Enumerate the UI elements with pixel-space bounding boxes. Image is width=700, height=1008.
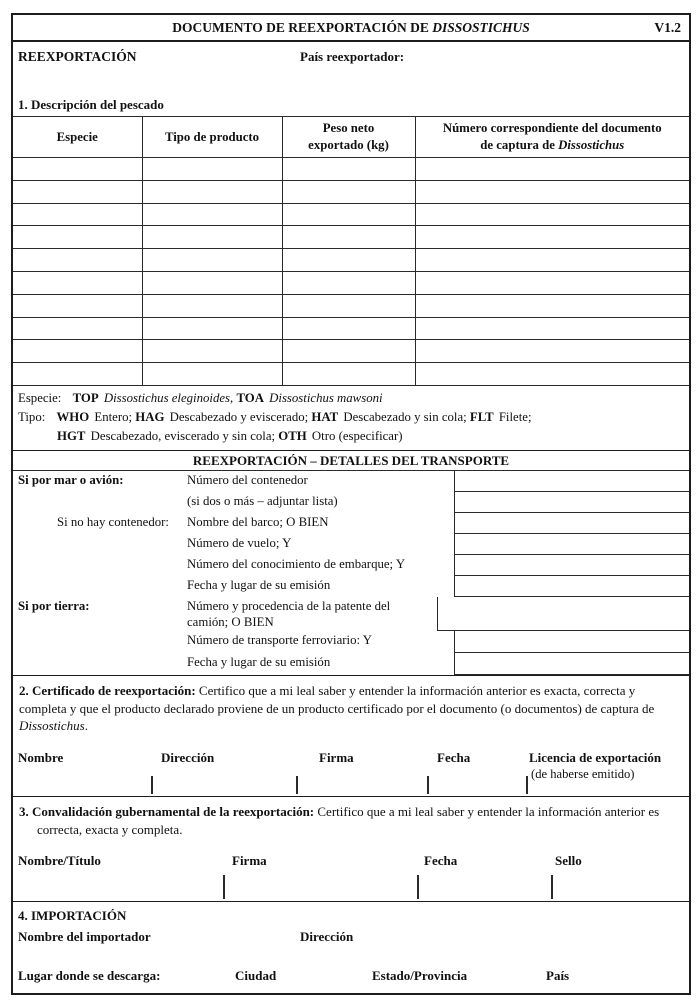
transport-row-description: Número del contenedor — [187, 473, 308, 487]
signature-divider — [417, 875, 419, 899]
fish-table-row — [13, 158, 689, 181]
signature-divider — [427, 776, 429, 794]
fish-table-cell[interactable] — [13, 271, 142, 294]
signature-divider — [551, 875, 553, 899]
fish-description-table — [13, 116, 689, 386]
fish-table-cell[interactable] — [282, 203, 415, 226]
fish-table-cell[interactable] — [13, 340, 142, 363]
transport-row — [13, 534, 689, 555]
fish-table-cell[interactable] — [282, 294, 415, 317]
container-number-input[interactable] — [454, 471, 689, 492]
transport-row — [13, 492, 689, 513]
fish-table-cell[interactable] — [282, 363, 415, 386]
fish-table-row — [13, 180, 689, 203]
fish-table-cell[interactable] — [282, 271, 415, 294]
transport-row — [13, 555, 689, 576]
col-header-net-weight: Peso neto exportado (kg) — [282, 117, 415, 158]
transport-row-description: Número de vuelo; Y — [187, 536, 292, 550]
importer-name-label: Nombre del importador — [18, 929, 151, 944]
fish-table-cell[interactable] — [142, 249, 282, 272]
fish-table-cell[interactable] — [415, 271, 689, 294]
col-header-catch-document: Número correspondiente del documento de captura de Dissostichus — [415, 117, 689, 158]
cert-name-label: Nombre — [18, 750, 64, 765]
fish-table-cell[interactable] — [142, 180, 282, 203]
reexport-heading: REEXPORTACIÓN — [18, 49, 137, 64]
fish-table-cell[interactable] — [415, 203, 689, 226]
fish-table-row — [13, 203, 689, 226]
transport-row-label — [13, 631, 185, 653]
signature-divider — [526, 776, 528, 794]
transport-row-description: Fecha y lugar de su emisión — [187, 578, 331, 592]
importation-heading: 4. IMPORTACIÓN — [18, 908, 127, 923]
transport-row-description: Número de transporte ferroviario: Y — [187, 633, 373, 647]
reexporting-country-label: País reexportador: — [300, 49, 405, 64]
fish-table-body — [13, 158, 689, 386]
fish-table-cell[interactable] — [415, 249, 689, 272]
fish-table-cell[interactable] — [13, 158, 142, 181]
vessel-name-input[interactable] — [454, 513, 689, 534]
cert-signature-label: Firma — [319, 750, 354, 765]
val-signature-label: Firma — [232, 853, 267, 868]
discharge-state-label: Estado/Provincia — [372, 968, 468, 983]
flight-number-input[interactable] — [454, 534, 689, 555]
fish-table-cell[interactable] — [13, 180, 142, 203]
fish-table-cell[interactable] — [415, 340, 689, 363]
val-date-label: Fecha — [424, 853, 458, 868]
importer-address-label: Dirección — [300, 929, 354, 944]
transport-row-description: Número del conocimiento de embarque; Y — [187, 557, 406, 571]
discharge-place-label: Lugar donde se descarga: — [18, 968, 161, 983]
fish-table-cell[interactable] — [13, 317, 142, 340]
reexport-certificate-section — [13, 675, 689, 796]
transport-row-description: Número y procedencia de la patente del camión; O BIEN — [187, 599, 391, 629]
fish-table-row — [13, 226, 689, 249]
fish-table-cell[interactable] — [142, 158, 282, 181]
container-list-input[interactable] — [454, 492, 689, 513]
fish-table-row — [13, 249, 689, 272]
issue-date-place-input[interactable] — [454, 576, 689, 597]
transport-row-label — [13, 492, 185, 513]
bill-of-lading-input[interactable] — [454, 555, 689, 576]
val-name-title-label: Nombre/Título — [18, 853, 101, 868]
fish-table-cell[interactable] — [415, 294, 689, 317]
document-title-bar — [13, 15, 689, 42]
transport-row — [13, 513, 689, 534]
certificate-statement: 2. Certificado de reexportación: Certifico que a mi leal saber y entender la información anterior es exacta, correcta y completa y que el producto declarado proviene de un producto certificado por el documento (o documentos) de captura de Dissostichus. — [19, 683, 655, 734]
fish-table-cell[interactable] — [282, 226, 415, 249]
validation-statement: 3. Convalidación gubernamental de la reexportación: Certifico que a mi leal saber y entender la información anterior es correcta, exacta y completa. — [19, 804, 660, 837]
transport-row-label: Si no hay contenedor: — [57, 515, 169, 529]
fish-table-cell[interactable] — [415, 363, 689, 386]
government-validation-section — [13, 796, 689, 901]
fish-table-row — [13, 317, 689, 340]
version-label: V1.2 — [654, 20, 681, 35]
fish-table-cell[interactable] — [282, 340, 415, 363]
legend-type-line-1: Tipo: WHO Entero; HAG Descabezado y eviscerado; HAT Descabezado y sin cola; FLT Filete; — [18, 409, 532, 424]
cert-export-licence-sublabel: (de haberse emitido) — [531, 767, 635, 781]
transport-heading: REEXPORTACIÓN – DETALLES DEL TRANSPORTE — [13, 451, 689, 471]
railway-number-input[interactable] — [454, 631, 689, 653]
fish-table-cell[interactable] — [142, 363, 282, 386]
transport-row — [13, 653, 689, 675]
transport-row-description: Fecha y lugar de su emisión — [187, 655, 331, 669]
cert-export-licence-label: Licencia de exportación — [529, 750, 662, 765]
legend-species-line: Especie: TOP Dissostichus eleginoides, TOA Dissostichus mawsoni — [18, 391, 383, 405]
fish-table-cell[interactable] — [415, 226, 689, 249]
fish-table-cell[interactable] — [13, 226, 142, 249]
fish-table-cell[interactable] — [282, 180, 415, 203]
fish-table-cell[interactable] — [142, 226, 282, 249]
transport-row-label — [13, 653, 185, 675]
truck-registration-input[interactable] — [437, 597, 689, 631]
issue-date-place-input-2[interactable] — [454, 653, 689, 675]
transport-row — [13, 631, 689, 653]
fish-table-cell[interactable] — [415, 158, 689, 181]
fish-table-cell[interactable] — [142, 203, 282, 226]
fish-table-cell[interactable] — [142, 340, 282, 363]
fish-table-row — [13, 271, 689, 294]
fish-table-cell[interactable] — [142, 317, 282, 340]
fish-table-cell[interactable] — [142, 271, 282, 294]
cert-address-label: Dirección — [161, 750, 215, 765]
col-header-product-type: Tipo de producto — [142, 117, 282, 158]
intro-block — [13, 42, 689, 116]
section1-heading: 1. Descripción del pescado — [18, 97, 164, 112]
transport-row-label — [13, 534, 185, 555]
fish-table-row — [13, 340, 689, 363]
signature-divider — [151, 776, 153, 794]
reexport-document — [11, 13, 691, 995]
transport-row-label — [13, 576, 185, 597]
transport-row-label — [13, 555, 185, 576]
fish-table-cell[interactable] — [13, 203, 142, 226]
discharge-city-label: Ciudad — [235, 968, 277, 983]
fish-table-cell[interactable] — [282, 158, 415, 181]
transport-row-description: Nombre del barco; O BIEN — [187, 515, 329, 529]
transport-row — [13, 471, 689, 492]
fish-table-header-row — [13, 117, 689, 158]
fish-table-cell[interactable] — [13, 249, 142, 272]
transport-row-label: Si por tierra: — [18, 599, 90, 613]
document-title: DOCUMENTO DE REEXPORTACIÓN DE DISSOSTICHUS — [172, 19, 530, 35]
legend-type-line-2: HGT Descabezado, eviscerado y sin cola; OTH Otro (especificar) — [57, 428, 403, 443]
fish-table-cell[interactable] — [142, 294, 282, 317]
transport-details-section — [13, 450, 689, 675]
fish-table-cell[interactable] — [282, 249, 415, 272]
importation-section — [13, 901, 689, 993]
fish-table-row — [13, 294, 689, 317]
transport-row — [13, 576, 689, 597]
signature-divider — [223, 875, 225, 899]
signature-divider — [296, 776, 298, 794]
discharge-country-label: País — [546, 968, 570, 983]
fish-table-cell[interactable] — [415, 317, 689, 340]
col-header-species: Especie — [13, 117, 142, 158]
fish-table-cell[interactable] — [13, 294, 142, 317]
transport-row-description: (si dos o más – adjuntar lista) — [187, 494, 338, 508]
code-legend — [13, 386, 689, 450]
transport-row — [13, 597, 689, 631]
fish-table-row — [13, 363, 689, 386]
transport-row-label: Si por mar o avión: — [18, 473, 124, 487]
fish-table-cell[interactable] — [13, 363, 142, 386]
fish-table-cell[interactable] — [415, 180, 689, 203]
fish-table-cell[interactable] — [282, 317, 415, 340]
val-seal-label: Sello — [555, 853, 582, 868]
cert-date-label: Fecha — [437, 750, 471, 765]
